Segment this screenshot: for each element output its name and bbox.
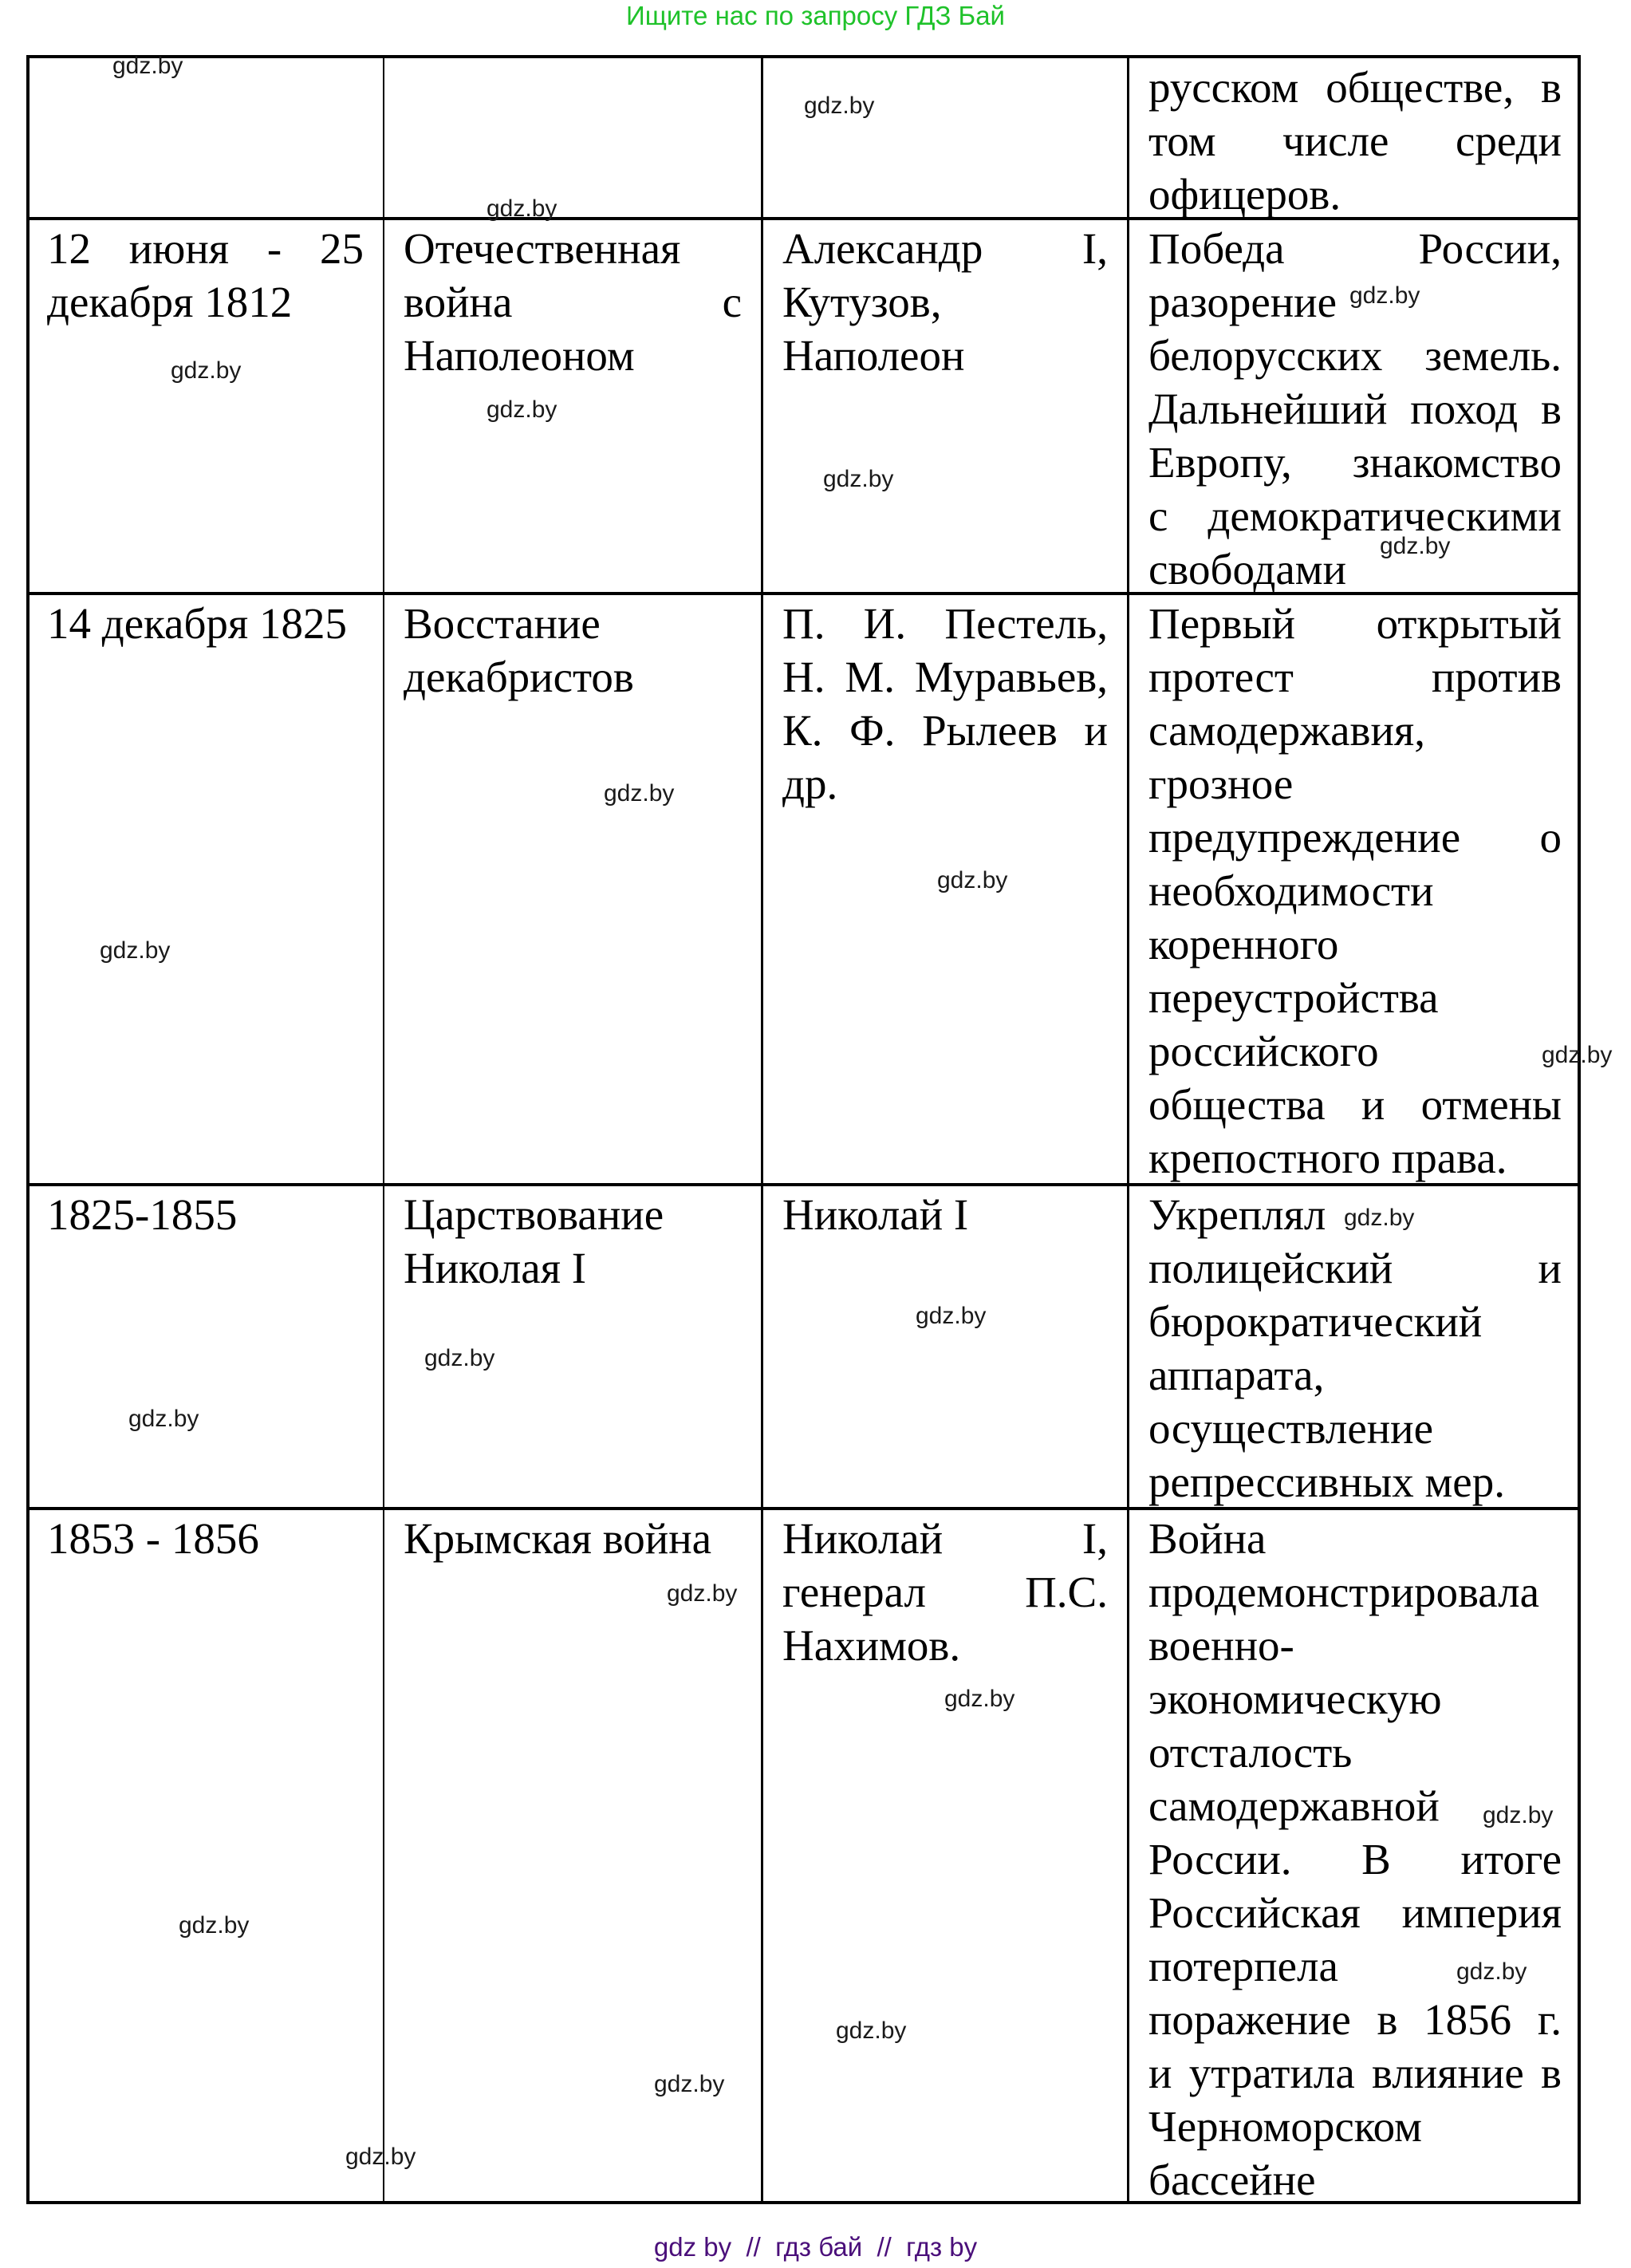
text-line: Первый открытый <box>1148 599 1562 648</box>
text-line: 1825-1855 <box>47 1190 238 1239</box>
text-line: Крымская война <box>404 1514 712 1563</box>
text-line: протест против <box>1148 653 1562 701</box>
text-line: Николай I <box>782 1190 969 1239</box>
watermark: gdz.by <box>1380 533 1451 559</box>
text-line: Победа России, <box>1148 224 1562 273</box>
text-line: декабристов <box>404 653 634 701</box>
text-line: переустройства <box>1148 973 1439 1022</box>
cell-result <box>1129 61 1581 221</box>
text-line: аппарата, <box>1148 1351 1325 1399</box>
watermark: gdz.by <box>1344 1205 1415 1231</box>
cell-result <box>1129 1512 1581 2207</box>
text-line: Российская империя <box>1148 1888 1562 1937</box>
search-promo-banner: Ищите нас по запросу ГДЗ Бай <box>626 1 1005 30</box>
watermark: gdz.by <box>944 1686 1015 1712</box>
text-line: Кутузов, <box>782 278 942 326</box>
text-line: Нахимов. <box>782 1621 961 1670</box>
text-line: декабря 1812 <box>47 278 293 326</box>
text-line: необходимости <box>1148 866 1434 915</box>
text-line: Николай I, <box>782 1514 1108 1563</box>
text-line: Наполеоном <box>404 331 635 380</box>
text-line: Черноморском <box>1148 2102 1422 2151</box>
watermark: gdz.by <box>112 53 183 79</box>
text-line: белорусских земель. <box>1148 331 1562 380</box>
text-line: разорение <box>1148 278 1337 326</box>
watermark: gdz.by <box>1456 1958 1527 1985</box>
watermark: gdz.by <box>937 867 1008 893</box>
text-line: др. <box>782 759 838 808</box>
watermark: gdz.by <box>916 1303 987 1329</box>
text-line: Николая I <box>404 1244 587 1292</box>
watermark: gdz.by <box>1349 282 1420 309</box>
cell-persons <box>763 1188 1127 1241</box>
text-line: Отечественная <box>404 224 681 273</box>
cell-date <box>28 222 383 329</box>
text-line: и утратила влияние в <box>1148 2049 1562 2097</box>
text-line: предупреждение о <box>1148 813 1562 862</box>
text-line: потерпела <box>1148 1942 1338 1990</box>
text-line: осуществление <box>1148 1404 1434 1453</box>
text-line: Н. М. Муравьев, <box>782 653 1108 701</box>
watermark: gdz.by <box>424 1345 495 1371</box>
text-line: полицейский и <box>1148 1244 1562 1292</box>
watermark: gdz.by <box>100 937 171 964</box>
watermark: gdz.by <box>179 1912 250 1939</box>
watermark: gdz.by <box>604 780 675 807</box>
text-line: Александр I, <box>782 224 1108 273</box>
text-line: К. Ф. Рылеев и <box>782 706 1108 755</box>
watermark: gdz.by <box>1542 1042 1613 1068</box>
text-line: 14 декабря 1825 <box>47 599 347 648</box>
text-line: Война <box>1148 1514 1267 1563</box>
cell-event <box>384 222 761 382</box>
text-line: Дальнейший поход в <box>1148 385 1562 433</box>
text-line: грозное <box>1148 759 1294 808</box>
text-line: свободами <box>1148 545 1347 594</box>
cell-persons <box>763 222 1127 382</box>
watermark: gdz.by <box>654 2071 725 2097</box>
text-line: офицеров. <box>1148 170 1341 219</box>
cell-result <box>1129 1188 1581 1509</box>
text-line: экономическую <box>1148 1674 1442 1723</box>
text-line: поражение в 1856 г. <box>1148 1995 1562 2044</box>
text-line: отсталость <box>1148 1728 1353 1777</box>
text-line: военно- <box>1148 1621 1294 1670</box>
watermark: gdz.by <box>804 93 875 119</box>
cell-date <box>28 597 383 650</box>
watermark: gdz.by <box>836 2018 907 2044</box>
text-line: Европу, знакомство <box>1148 438 1562 487</box>
cell-event <box>384 1512 761 1565</box>
text-line: Царствование <box>404 1190 664 1239</box>
text-line: общества и отмены <box>1148 1080 1562 1129</box>
watermark: gdz.by <box>667 1580 738 1607</box>
text-line: 1853 - 1856 <box>47 1514 259 1563</box>
watermark: gdz.by <box>1483 1802 1554 1828</box>
cell-date <box>28 1188 383 1241</box>
text-line: самодержавия, <box>1148 706 1425 755</box>
cell-event <box>384 597 761 704</box>
text-line: крепостного права. <box>1148 1134 1507 1182</box>
text-line: с демократическими <box>1148 491 1562 540</box>
cell-event <box>384 1188 761 1295</box>
text-line: 12 июня - 25 <box>47 224 364 273</box>
cell-persons <box>763 597 1127 811</box>
text-line: Наполеон <box>782 331 965 380</box>
watermark: gdz.by <box>823 466 894 492</box>
text-line: России. В итоге <box>1148 1835 1562 1883</box>
watermark: gdz.by <box>128 1406 199 1432</box>
watermark: gdz.by <box>171 357 242 384</box>
text-line: Восстание <box>404 599 601 648</box>
cell-persons <box>763 1512 1127 1672</box>
text-line: российского <box>1148 1027 1379 1075</box>
cell-result <box>1129 222 1581 596</box>
text-line: война с <box>404 278 742 326</box>
cell-result <box>1129 597 1581 1185</box>
text-line: том числе среди <box>1148 116 1562 165</box>
text-line: репрессивных мер. <box>1148 1457 1505 1506</box>
text-line: бюрократический <box>1148 1297 1483 1346</box>
watermark: gdz.by <box>487 195 557 222</box>
text-line: генерал П.С. <box>782 1568 1108 1616</box>
site-links-footer: gdz by // гдз бай // гдз by <box>653 2232 978 2262</box>
text-line: бассейне <box>1148 2156 1316 2204</box>
text-line: русском обществе, в <box>1148 63 1562 112</box>
text-line: самодержавной <box>1148 1781 1440 1830</box>
watermark: gdz.by <box>487 396 557 423</box>
watermark: gdz.by <box>345 2144 416 2170</box>
text-line: Укреплял <box>1148 1190 1326 1239</box>
text-line: П. И. Пестель, <box>782 599 1108 648</box>
text-line: продемонстрировала <box>1148 1568 1540 1616</box>
cell-date <box>28 1512 383 1565</box>
text-line: коренного <box>1148 920 1339 968</box>
